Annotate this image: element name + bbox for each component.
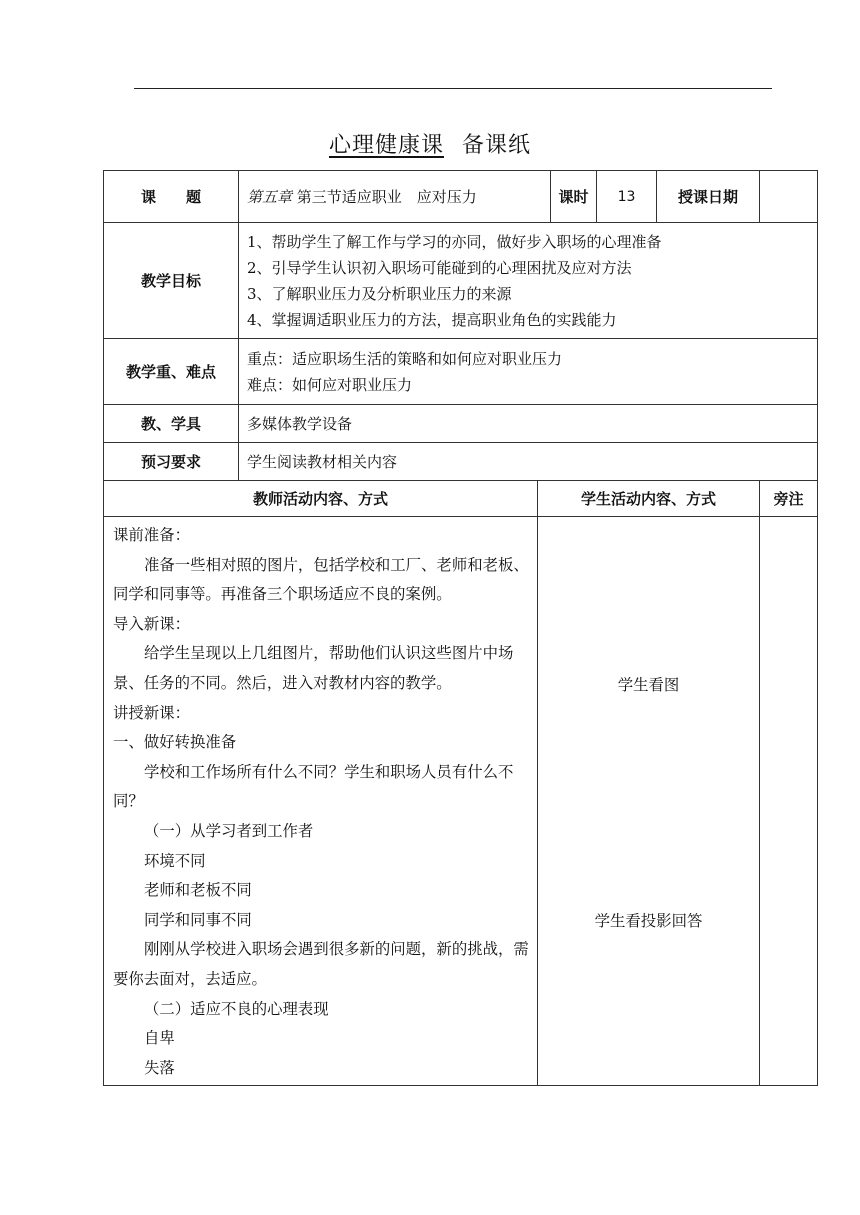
notes-column-header: 旁注: [760, 481, 818, 517]
section-heading: 讲授新课：: [113, 703, 190, 722]
objective-item: 4、掌握调适职业压力的方法，提高职业角色的实践能力: [247, 310, 617, 329]
hours-label: 课时: [551, 171, 597, 223]
tools-label: 教、学具: [104, 405, 239, 443]
list-item: 失落: [144, 1058, 175, 1077]
objective-item: 2、引导学生认识初入职场可能碰到的心理困扰及应对方法: [247, 258, 632, 277]
notes-content: [760, 517, 818, 1086]
paragraph: 刚刚从学校进入职场会遇到很多新的问题，新的挑战，需要你去面对，去适应。: [113, 940, 529, 988]
objective-item: 3、了解职业压力及分析职业压力的来源: [247, 284, 512, 303]
difficult-point: 难点：如何应对职业压力: [247, 375, 413, 394]
objectives-list: [239, 223, 818, 339]
student-activity-item: 学生看投影回答: [594, 912, 703, 930]
student-activity-content: [538, 517, 760, 1086]
subheading: （一）从学习者到工作者: [144, 821, 314, 840]
teacher-activity-content: [104, 517, 538, 1086]
header-rule: [134, 88, 772, 89]
course-name: 心理健康课: [328, 133, 444, 158]
topic-chapter: 第五章: [247, 188, 293, 206]
page-title: [0, 128, 860, 159]
section-heading: 导入新课：: [113, 614, 190, 633]
student-column-header: 学生活动内容、方式: [538, 481, 760, 517]
tools-value: 多媒体教学设备: [239, 405, 818, 443]
paragraph: 准备一些相对照的图片，包括学校和工厂、老师和老板、同学和同事等。再准备三个职场适应不良的案例。: [113, 555, 529, 604]
student-activity-item: 学生看图: [617, 676, 680, 694]
topic-value: [239, 171, 551, 223]
list-item: 同学和同事不同: [144, 910, 252, 929]
list-item: 老师和老板不同: [144, 881, 252, 900]
subheading: （二）适应不良的心理表现: [144, 999, 329, 1018]
list-item: 环境不同: [144, 851, 206, 870]
section-heading: 一、做好转换准备: [113, 733, 237, 752]
list-item: 自卑: [144, 1029, 175, 1048]
date-value: [760, 171, 818, 223]
preview-label: 预习要求: [104, 443, 239, 481]
lesson-plan-table: [103, 170, 818, 1086]
objective-item: 1、帮助学生了解工作与学习的亦同，做好步入职场的心理准备: [247, 232, 662, 251]
section-heading: 课前准备：: [113, 526, 190, 544]
objectives-label: 教学目标: [104, 223, 239, 339]
topic-text: 第三节适应职业 应对压力: [296, 188, 477, 206]
paragraph: 给学生呈现以上几组图片，帮助他们认识这些图片中场景、任务的不同。然后，进入对教材内容的教学。: [113, 644, 514, 692]
keypoints-content: [239, 339, 818, 405]
sheet-name: 备课纸: [462, 133, 532, 158]
topic-label: 课 题: [104, 171, 239, 223]
paragraph: 学校和工作场所有什么不同？学生和职场人员有什么不同？: [113, 762, 514, 811]
hours-value: 13: [597, 171, 657, 223]
preview-value: 学生阅读教材相关内容: [239, 443, 818, 481]
teacher-column-header: 教师活动内容、方式: [104, 481, 538, 517]
keypoints-label: 教学重、难点: [104, 339, 239, 405]
key-point: 重点：适应职场生活的策略和如何应对职业压力: [247, 349, 563, 368]
date-label: 授课日期: [657, 171, 760, 223]
